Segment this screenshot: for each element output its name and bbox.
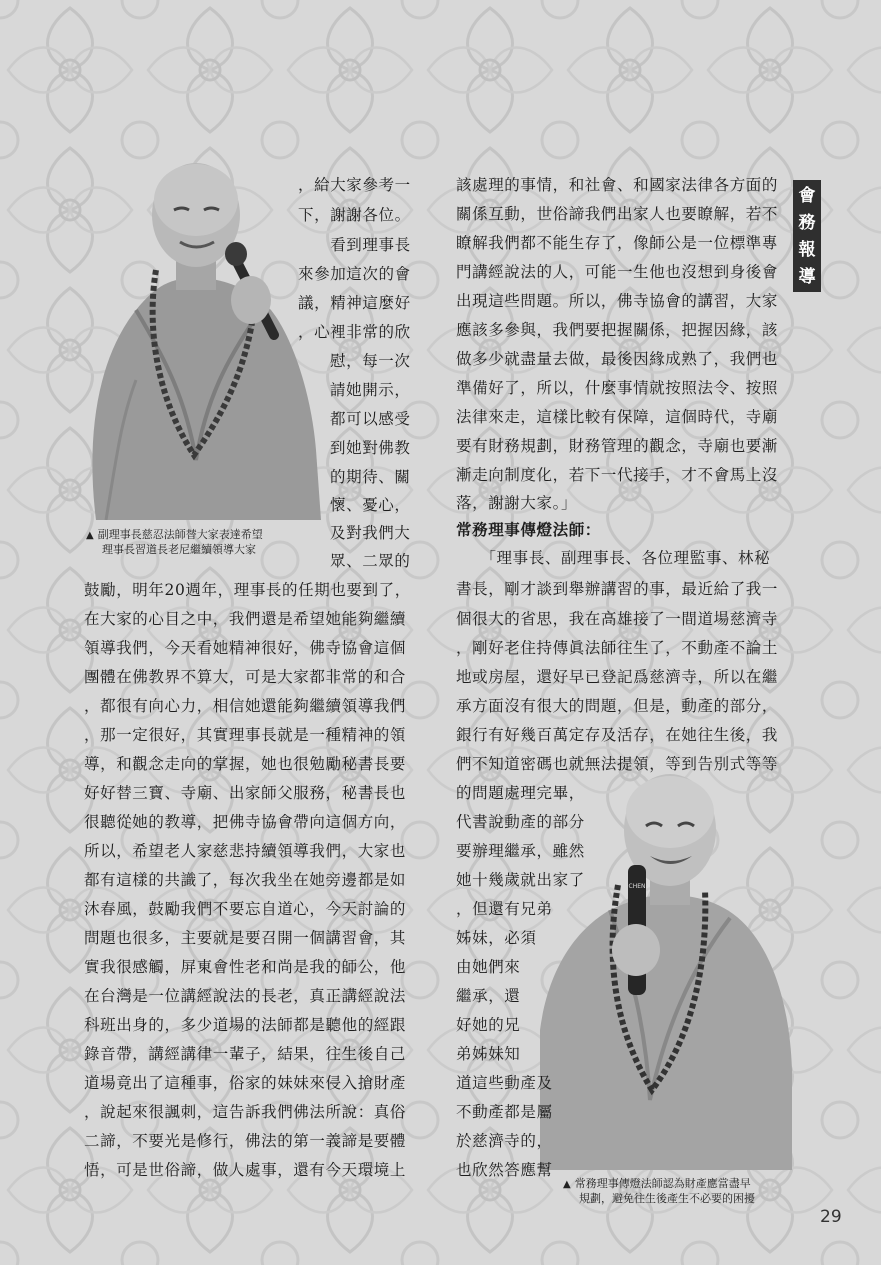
text-line: ，心裡非常的欣 <box>298 323 411 341</box>
text-line: 該處理的事情，和社會、和國家法律各方面的 <box>456 176 779 194</box>
text-line: 瞭解我們都不能生存了，像師公是一位標準專 <box>456 234 779 252</box>
text-line: ，說起來很諷刺，這告訴我們佛法所說：真俗 <box>84 1103 407 1121</box>
text-line: 及對我們大 <box>330 524 411 542</box>
text-line: ，但還有兄弟 <box>456 900 553 918</box>
text-line: 的期待、關 <box>330 468 411 486</box>
section-label-char: 導 <box>798 266 816 287</box>
caption-line: 副理事長慈忍法師替大家表達希望 <box>97 528 263 541</box>
text-line: 關係互動，世俗諦我們出家人也要瞭解，若不 <box>456 205 779 223</box>
text-line: 承方面沒有很大的問題，但是，動產的部分， <box>456 697 779 715</box>
text-line: 所以，希望老人家慈悲持續領導我們，大家也 <box>84 842 407 860</box>
text-line: 二諦，不要光是修行，佛法的第一義諦是要體 <box>84 1132 407 1150</box>
triangle-icon: ▲ <box>563 1179 571 1190</box>
section-label <box>793 180 821 292</box>
text-line: 好她的兄 <box>456 1016 521 1034</box>
speaker-heading: 常務理事傳燈法師： <box>456 521 601 539</box>
caption-line: 常務理事傳燈法師認為財產應當盡早 <box>574 1177 751 1190</box>
text-line: 繼承，還 <box>456 987 521 1005</box>
text-line: 銀行有好幾百萬定存及活存，在她往生後，我 <box>456 726 779 744</box>
text-line: 姊妹，必須 <box>456 929 537 947</box>
text-line: 眾、二眾的 <box>330 552 411 570</box>
text-line: 錄音帶，講經講律一輩子，結果，往生後自己 <box>84 1045 407 1063</box>
text-line: 應該多參與，我們要把握關係，把握因緣，該 <box>456 321 779 339</box>
text-line: 議，精神這麼好 <box>298 294 411 312</box>
text-line: 的問題處理完畢， <box>456 784 585 802</box>
text-line: 書長，剛才談到舉辦講習的事，最近給了我一 <box>456 580 779 598</box>
text-line: 要辦理繼承，雖然 <box>456 842 585 860</box>
text-line: 地或房屋，還好早已登記爲慈濟寺，所以在繼 <box>456 668 779 686</box>
text-line: 在大家的心目之中，我們還是希望她能夠繼續 <box>84 610 407 628</box>
text-line: 科班出身的，多少道場的法師都是聽他的經跟 <box>84 1016 407 1034</box>
text-line: 「理事長、副理事長、各位理監事、林秘 <box>456 549 771 567</box>
text-line: 不動產都是屬 <box>456 1103 553 1121</box>
text-line: 道這些動產及 <box>456 1074 553 1092</box>
text-line: ，剛好老住持傳眞法師往生了，不動產不論土 <box>456 639 779 657</box>
text-line: 要有財務規劃，財務管理的觀念，寺廟也要漸 <box>456 437 779 455</box>
section-label-char: 報 <box>798 239 816 260</box>
text-line: 道場竟出了這種事，俗家的妹妹來侵入搶財產 <box>84 1074 407 1092</box>
text-line: 漸走向制度化，若下一代接手，才不會馬上沒 <box>456 466 779 484</box>
text-line: 弟姊妹知 <box>456 1045 521 1063</box>
text-line: 領導我們，今天看她精神很好，佛寺協會這個 <box>84 639 407 657</box>
text-line: ，那一定很好，其實理事長就是一種精神的領 <box>84 726 407 744</box>
caption-line: 理事長習道長老尼繼續領導大家 <box>102 543 256 556</box>
page-number: 29 <box>820 1207 842 1227</box>
triangle-icon: ▲ <box>86 530 94 541</box>
text-line: 請她開示， <box>330 381 411 399</box>
text-line: 慰，每一次 <box>330 352 411 370</box>
text-line: 個很大的省思，我在高雄接了一間道場慈濟寺 <box>456 610 779 628</box>
text-line: 沐春風，鼓勵我們不要忘自道心，今天討論的 <box>84 900 407 918</box>
caption-left <box>86 528 263 557</box>
text-line: 來參加這次的會 <box>298 265 411 283</box>
text-line: 準備好了，所以，什麼事情就按照法令、按照 <box>456 379 779 397</box>
text-line: 下，謝謝各位。 <box>298 206 411 224</box>
text-line: 法律來走，這樣比較有保障，這個時代，寺廟 <box>456 408 779 426</box>
caption-line: 規劃，避免往生後產生不必要的困擾 <box>579 1192 755 1205</box>
text-line: 出現這些問題。所以，佛寺協會的講習，大家 <box>456 292 779 310</box>
text-line: 實我很感觸，屏東會性老和尚是我的師公，他 <box>84 958 407 976</box>
text-line: ，給大家參考一 <box>298 176 411 194</box>
section-label-char: 會 <box>798 185 816 206</box>
text-line: 在台灣是一位講經說法的長老，真正講經說法 <box>84 987 407 1005</box>
text-line: 懷、憂心， <box>330 496 411 514</box>
text-line: 鼓勵，明年20週年，理事長的任期也要到了， <box>84 581 411 599</box>
text-line: 很聽從她的教導，把佛寺協會帶向這個方向， <box>84 813 407 831</box>
text-line: 們不知道密碼也就無法提領，等到告別式等等 <box>456 755 779 773</box>
text-line: 代書說動產的部分 <box>456 813 585 831</box>
text-line: 她十幾歲就出家了 <box>456 871 585 889</box>
text-line: 做多少就盡量去做，最後因緣成熟了，我們也 <box>456 350 779 368</box>
text-line: 好好替三寶、寺廟、出家師父服務，秘書長也 <box>84 784 407 802</box>
svg-text:CHEN: CHEN <box>628 883 646 890</box>
text-line: 由她們來 <box>456 958 521 976</box>
text-line: 導，和觀念走向的掌握，她也很勉勵秘書長要 <box>84 755 407 773</box>
text-line: 問題也很多，主要就是要召開一個講習會，其 <box>84 929 407 947</box>
section-label-char: 務 <box>798 212 816 233</box>
caption-right <box>563 1177 755 1206</box>
text-line: 落，謝謝大家。」 <box>456 494 578 512</box>
text-line: 都可以感受 <box>330 410 411 428</box>
text-line: 看到理事長 <box>298 236 411 254</box>
photo-vice-chairman <box>76 160 321 520</box>
text-line: 悟，可是世俗諦，做人處事，還有今天環境上 <box>84 1161 407 1179</box>
text-line: 都有這樣的共識了，每次我坐在她旁邊都是如 <box>84 871 407 889</box>
text-line: 也欣然答應幫 <box>456 1161 553 1179</box>
text-line: 門講經說法的人，可能一生他也沒想到身後會 <box>456 263 779 281</box>
text-line: ，都很有向心力，相信她還能夠繼續領導我們 <box>84 697 407 715</box>
text-line: 到她對佛教 <box>330 439 411 457</box>
text-line: 於慈濟寺的， <box>456 1132 553 1150</box>
text-line: 團體在佛教界不算大，可是大家都非常的和合 <box>84 668 407 686</box>
